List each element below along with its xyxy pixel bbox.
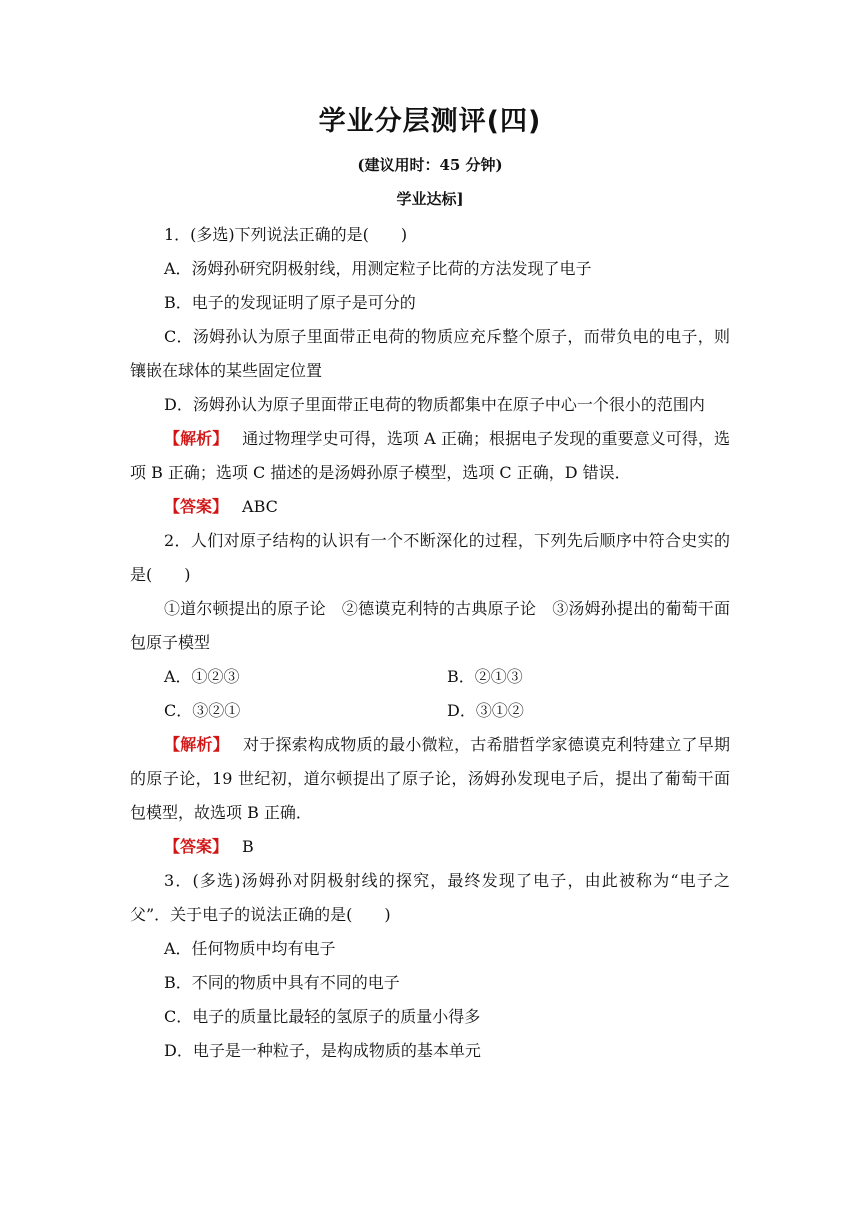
question-3-option-a: A．任何物质中均有电子 <box>164 939 336 958</box>
page-title: 学业分层测评(四) <box>318 106 542 137</box>
answer-label: 【答案】 <box>164 497 229 516</box>
question-3-option-b: B．不同的物质中具有不同的电子 <box>164 973 400 992</box>
question-1-analysis <box>130 422 730 490</box>
question-1-option-d: D．汤姆孙认为原子里面带正电荷的物质都集中在原子中心一个很小的范围内 <box>164 395 705 414</box>
question-2-option-b: B．②①③ <box>447 667 523 686</box>
question-3-option-c: C．电子的质量比最轻的氢原子的质量小得多 <box>164 1007 481 1026</box>
question-2-analysis <box>130 728 730 830</box>
question-2 <box>130 524 730 864</box>
question-1-option-b: B．电子的发现证明了原子是可分的 <box>164 293 416 312</box>
question-2-option-c: C．③②① <box>164 701 241 720</box>
question-3-option-d: D．电子是一种粒子，是构成物质的基本单元 <box>164 1041 481 1060</box>
question-2-options-row-2 <box>130 694 730 728</box>
section-heading: 学业达标] <box>396 190 464 208</box>
answer-text: B <box>242 837 254 856</box>
analysis-text: 通过物理学史可得，选项 A 正确；根据电子发现的重要意义可得，选项 B 正确；选项 C 描述的是汤姆孙原子模型，选项 C 正确，D 错误． <box>130 429 730 482</box>
question-2-items: ①道尔顿提出的原子论 ②德谟克利特的古典原子论 ③汤姆孙提出的葡萄干面包原子模型 <box>130 599 730 652</box>
document-page <box>130 100 730 1068</box>
question-3 <box>130 864 730 1068</box>
answer-label: 【答案】 <box>164 837 229 856</box>
question-2-options-row-1 <box>130 660 730 694</box>
question-2-option-a: A．①②③ <box>164 667 240 686</box>
question-3-stem: 3．(多选)汤姆孙对阴极射线的探究，最终发现了电子，由此被称为“电子之父”．关于电子的说法正确的是( ) <box>130 871 730 924</box>
question-2-stem: 2．人们对原子结构的认识有一个不断深化的过程，下列先后顺序中符合史实的是( ) <box>130 531 730 584</box>
analysis-label: 【解析】 <box>164 735 229 754</box>
question-2-option-d: D．③①② <box>447 701 524 720</box>
question-1-stem: 1．(多选)下列说法正确的是( ) <box>164 225 408 244</box>
question-1-option-a: A．汤姆孙研究阴极射线，用测定粒子比荷的方法发现了电子 <box>164 259 592 278</box>
analysis-label: 【解析】 <box>164 429 229 448</box>
analysis-text: 对于探索构成物质的最小微粒，古希腊哲学家德谟克利特建立了早期的原子论，19 世纪初，道尔顿提出了原子论，汤姆孙发现电子后，提出了葡萄干面包模型，故选项 B 正确． <box>130 735 730 822</box>
question-1 <box>130 218 730 524</box>
answer-text: ABC <box>242 497 278 516</box>
suggested-time: (建议用时：45 分钟) <box>357 156 503 174</box>
question-1-answer <box>130 490 730 524</box>
question-2-answer <box>130 830 730 864</box>
question-1-option-c: C．汤姆孙认为原子里面带正电荷的物质应充斥整个原子，而带负电的电子，则镶嵌在球体的某些固定位置 <box>130 327 730 380</box>
